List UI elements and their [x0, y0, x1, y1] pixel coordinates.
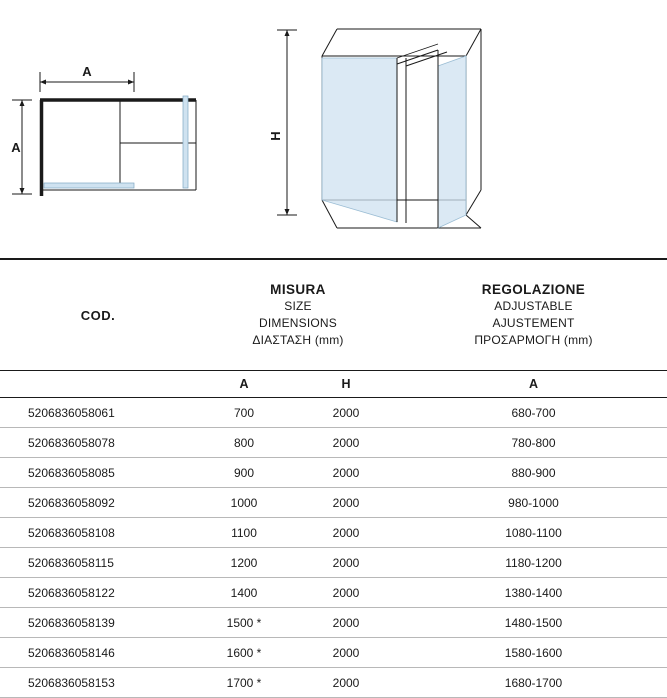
glass-panel-side — [438, 56, 466, 228]
header-regolazione — [400, 259, 667, 371]
plan-label-a-left: A — [11, 140, 21, 155]
row-a: 1500 * — [196, 608, 292, 638]
row-h: 2000 — [292, 428, 400, 458]
row-a: 1700 * — [196, 668, 292, 698]
header-regolazione-line-2: ADJUSTABLE — [494, 299, 573, 313]
table-row — [0, 458, 667, 488]
header-regolazione-line-3: AJUSTEMENT — [492, 316, 575, 330]
table-row — [0, 428, 667, 458]
row-h: 2000 — [292, 668, 400, 698]
row-h: 2000 — [292, 488, 400, 518]
row-code: 5206836058139 — [0, 608, 196, 638]
isometric-view — [268, 29, 481, 228]
header-regolazione-line-1: REGOLAZIONE — [481, 282, 586, 297]
row-h: 2000 — [292, 398, 400, 428]
subheader-a: A — [196, 371, 292, 398]
row-code: 5206836058085 — [0, 458, 196, 488]
subheader-blank — [0, 371, 196, 398]
row-h: 2000 — [292, 518, 400, 548]
table-row — [0, 398, 667, 428]
header-misura-line-4: ΔΙΑΣΤΑΣΗ (mm) — [252, 333, 344, 347]
row-h: 2000 — [292, 548, 400, 578]
table-row — [0, 488, 667, 518]
row-a: 1400 — [196, 578, 292, 608]
row-adjust: 1380-1400 — [400, 578, 667, 608]
diagram-canvas — [0, 0, 667, 258]
row-code: 5206836058122 — [0, 578, 196, 608]
row-h: 2000 — [292, 638, 400, 668]
product-diagram — [0, 0, 667, 258]
row-a: 1100 — [196, 518, 292, 548]
table-subheader-row — [0, 371, 667, 398]
subheader-adjust: A — [400, 371, 667, 398]
plan-view — [11, 64, 196, 196]
subheader-h: H — [292, 371, 400, 398]
row-code: 5206836058092 — [0, 488, 196, 518]
row-adjust: 980-1000 — [400, 488, 667, 518]
header-regolazione-line-4: ΠΡΟΣΑΡΜΟΓΗ (mm) — [474, 333, 593, 347]
row-adjust: 780-800 — [400, 428, 667, 458]
header-misura-line-3: DIMENSIONS — [258, 316, 337, 330]
row-h: 2000 — [292, 458, 400, 488]
row-code: 5206836058108 — [0, 518, 196, 548]
row-h: 2000 — [292, 578, 400, 608]
row-a: 800 — [196, 428, 292, 458]
row-a: 1200 — [196, 548, 292, 578]
row-code: 5206836058115 — [0, 548, 196, 578]
row-a: 900 — [196, 458, 292, 488]
header-misura-line-2: SIZE — [284, 299, 312, 313]
row-code: 5206836058146 — [0, 638, 196, 668]
table-row — [0, 518, 667, 548]
row-a: 1000 — [196, 488, 292, 518]
row-a: 700 — [196, 398, 292, 428]
table-header-row — [0, 259, 667, 371]
table-row — [0, 578, 667, 608]
plan-label-a-top: A — [82, 64, 92, 79]
row-code: 5206836058153 — [0, 668, 196, 698]
header-misura-line-1: MISURA — [270, 282, 326, 297]
row-adjust: 1180-1200 — [400, 548, 667, 578]
header-misura — [196, 259, 400, 371]
glass-panel-front — [322, 58, 397, 222]
header-cod: COD. — [0, 259, 196, 371]
table-row — [0, 668, 667, 698]
table-row — [0, 608, 667, 638]
row-code: 5206836058061 — [0, 398, 196, 428]
row-adjust: 1480-1500 — [400, 608, 667, 638]
table-row — [0, 548, 667, 578]
row-a: 1600 * — [196, 638, 292, 668]
iso-label-h: H — [268, 131, 283, 141]
row-adjust: 1080-1100 — [400, 518, 667, 548]
row-code: 5206836058078 — [0, 428, 196, 458]
row-adjust: 1680-1700 — [400, 668, 667, 698]
specification-table — [0, 258, 667, 698]
row-adjust: 1580-1600 — [400, 638, 667, 668]
row-adjust: 880-900 — [400, 458, 667, 488]
table-row — [0, 638, 667, 668]
row-h: 2000 — [292, 608, 400, 638]
row-adjust: 680-700 — [400, 398, 667, 428]
